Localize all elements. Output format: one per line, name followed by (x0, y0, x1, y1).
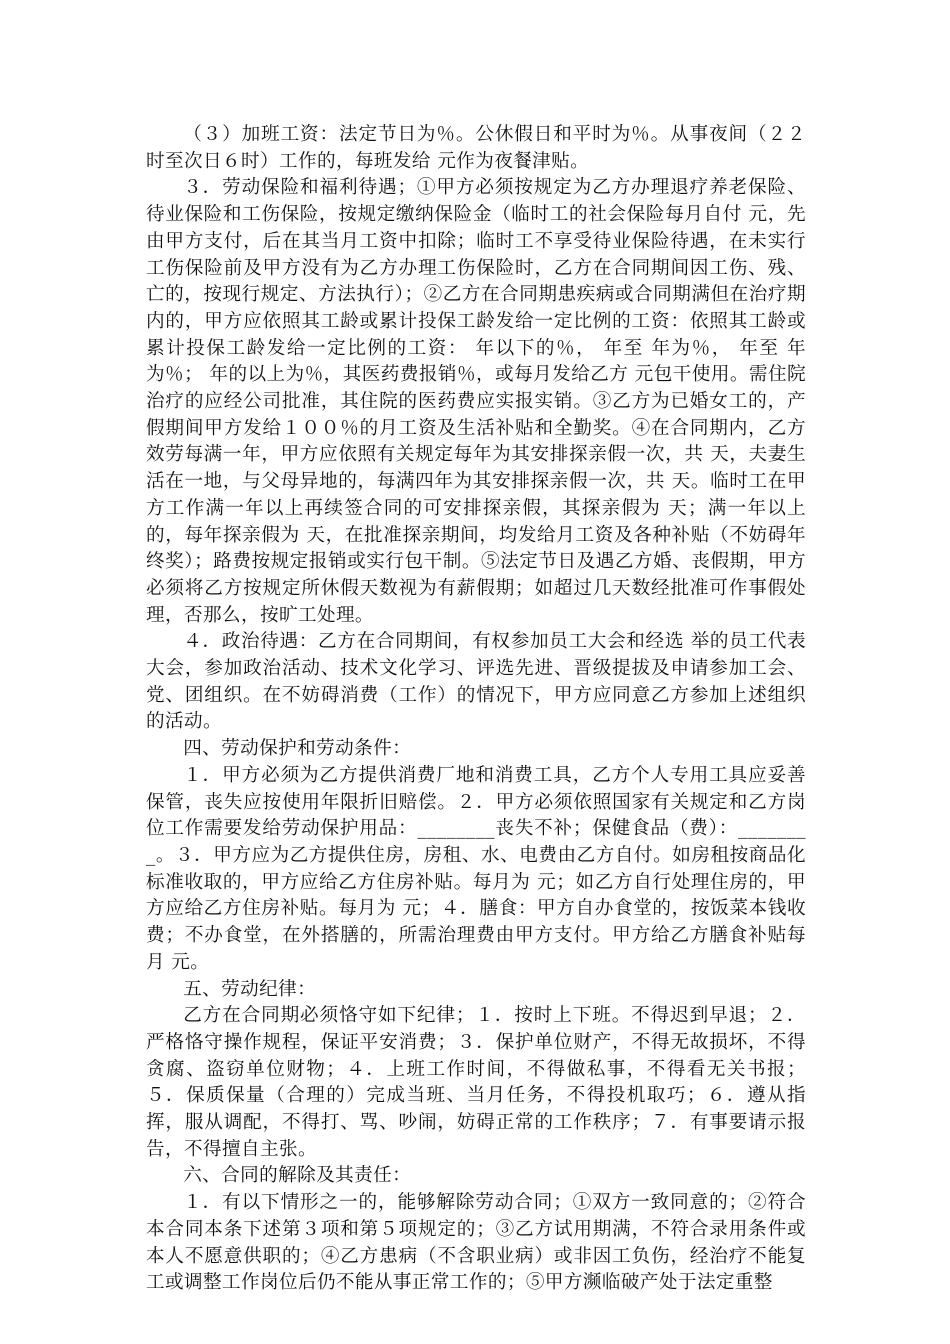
paragraph-contract-termination: １．有以下情形之一的，能够解除劳动合同；①双方一致同意的；②符合本合同本条下述第３项和第５项规定的；③乙方试用期满，不符合录用条件或本人不愿意供职的；④乙方患病（不含职业病）或非因工负伤，经治疗不能复工或调整工作岗位后仍不能从事正常工作的；⑤甲方濒临破产处于法定重整 (146, 1192, 806, 1294)
paragraph-political-treatment: ４．政治待遇：乙方在合同期间，有权参加员工大会和经选 举的员工代表大会，参加政治活动、技术文化学习、评选先进、晋级提拔及申请参加工会、党、团组织。在不妨碍消费（工作）的情况下，甲方应同意乙方参加上述组织的活动。 (146, 631, 806, 733)
section-heading-labor-protection: 四、劳动保护和劳动条件： (183, 738, 412, 760)
section-heading-contract-termination: 六、合同的解除及其责任： (183, 1165, 412, 1187)
paragraph-overtime-pay: （３）加班工资：法定节日为％。公休假日和平时为％。从事夜间（２２时至次日６时）工作的，每班发给 元作为夜餐津贴。 (146, 124, 806, 172)
document-body (146, 122, 806, 1297)
section-heading-labor-discipline: 五、劳动纪律： (183, 978, 317, 1000)
paragraph-labor-protection: １．甲方必须为乙方提供消费厂地和消费工具，乙方个人专用工具应妥善保管，丧失应按使用年限折旧赔偿。２．甲方必须依照国家有关规定和乙方岗位工作需要发给劳动保护用品：________丧失不补；保健食品（费）：________。３．甲方应为乙方提供住房，房租、水、电费由乙方自付。如房租按商品化标准收取的，甲方应给乙方住房补贴。每月为 元；如乙方自行处理住房的，甲方应给乙方住房补贴。每月为 元；４．膳食：甲方自办食堂的，按饭菜本钱收费；不办食堂，在外搭膳的，所需治理费由甲方支付。甲方给乙方膳食补贴每月 元。 (146, 764, 806, 973)
paragraph-labor-discipline: 乙方在合同期必须恪守如下纪律；１．按时上下班。不得迟到早退；２．严格恪守操作规程，保证平安消费；３．保护单位财产，不得无故损坏，不得贪腐、盗窃单位财物；４．上班工作时间，不得做私事，不得看无关书报；５．保质保量（合理的）完成当班、当月任务，不得投机取巧；６．遵从指挥，服从调配，不得打、骂、吵闹，妨碍正常的工作秩序；７．有事要请示报告，不得擅自主张。 (146, 1005, 806, 1160)
paragraph-labor-insurance: ３．劳动保险和福利待遇；①甲方必须按规定为乙方办理退疗养老保险、待业保险和工伤保险，按规定缴纳保险金（临时工的社会保险每月自付 元，先由甲方支付，后在其当月工资中扣除；临时工不享受待业保险待遇，在未实行工伤保险前及甲方没有为乙方办理工伤保险时，乙方在合同期间因工伤、残、亡的，按现行规定、方法执行）；②乙方在合同期患疾病或合同期满但在治疗期内的，甲方应依照其工龄或累计投保工龄发给一定比例的工资：依照其工龄或累计投保工龄发给一定比例的工资： 年以下的％， 年至 年为％， 年至 年为％； 年的以上为％，其医药费报销％，或每月发给乙方 元包干使用。需住院治疗的应经公司批准，其住院的医药费应实报实销。③乙方为已婚女工的，产假期间甲方发给１００％的月工资及生活补贴和全勤奖。④在合同期内，乙方效劳每满一年，甲方应依照有关规定每年为其安排探亲假一次，共 天，夫妻生活在一地，与父母异地的，每满四年为其安排探亲假一次，共 天。临时工在甲方工作满一年以上再续签合同的可安排探亲假，其探亲假为 天；满一年以上的，每年探亲假为 天，在批准探亲期间，均发给月工资及各种补贴（不妨碍年终奖）；路费按规定报销或实行包干制。⑤法定节日及遇乙方婚、丧假期，甲方必须将乙方按规定所休假天数视为有薪假期；如超过几天数经批准可作事假处理，否那么，按旷工处理。 (146, 177, 806, 626)
